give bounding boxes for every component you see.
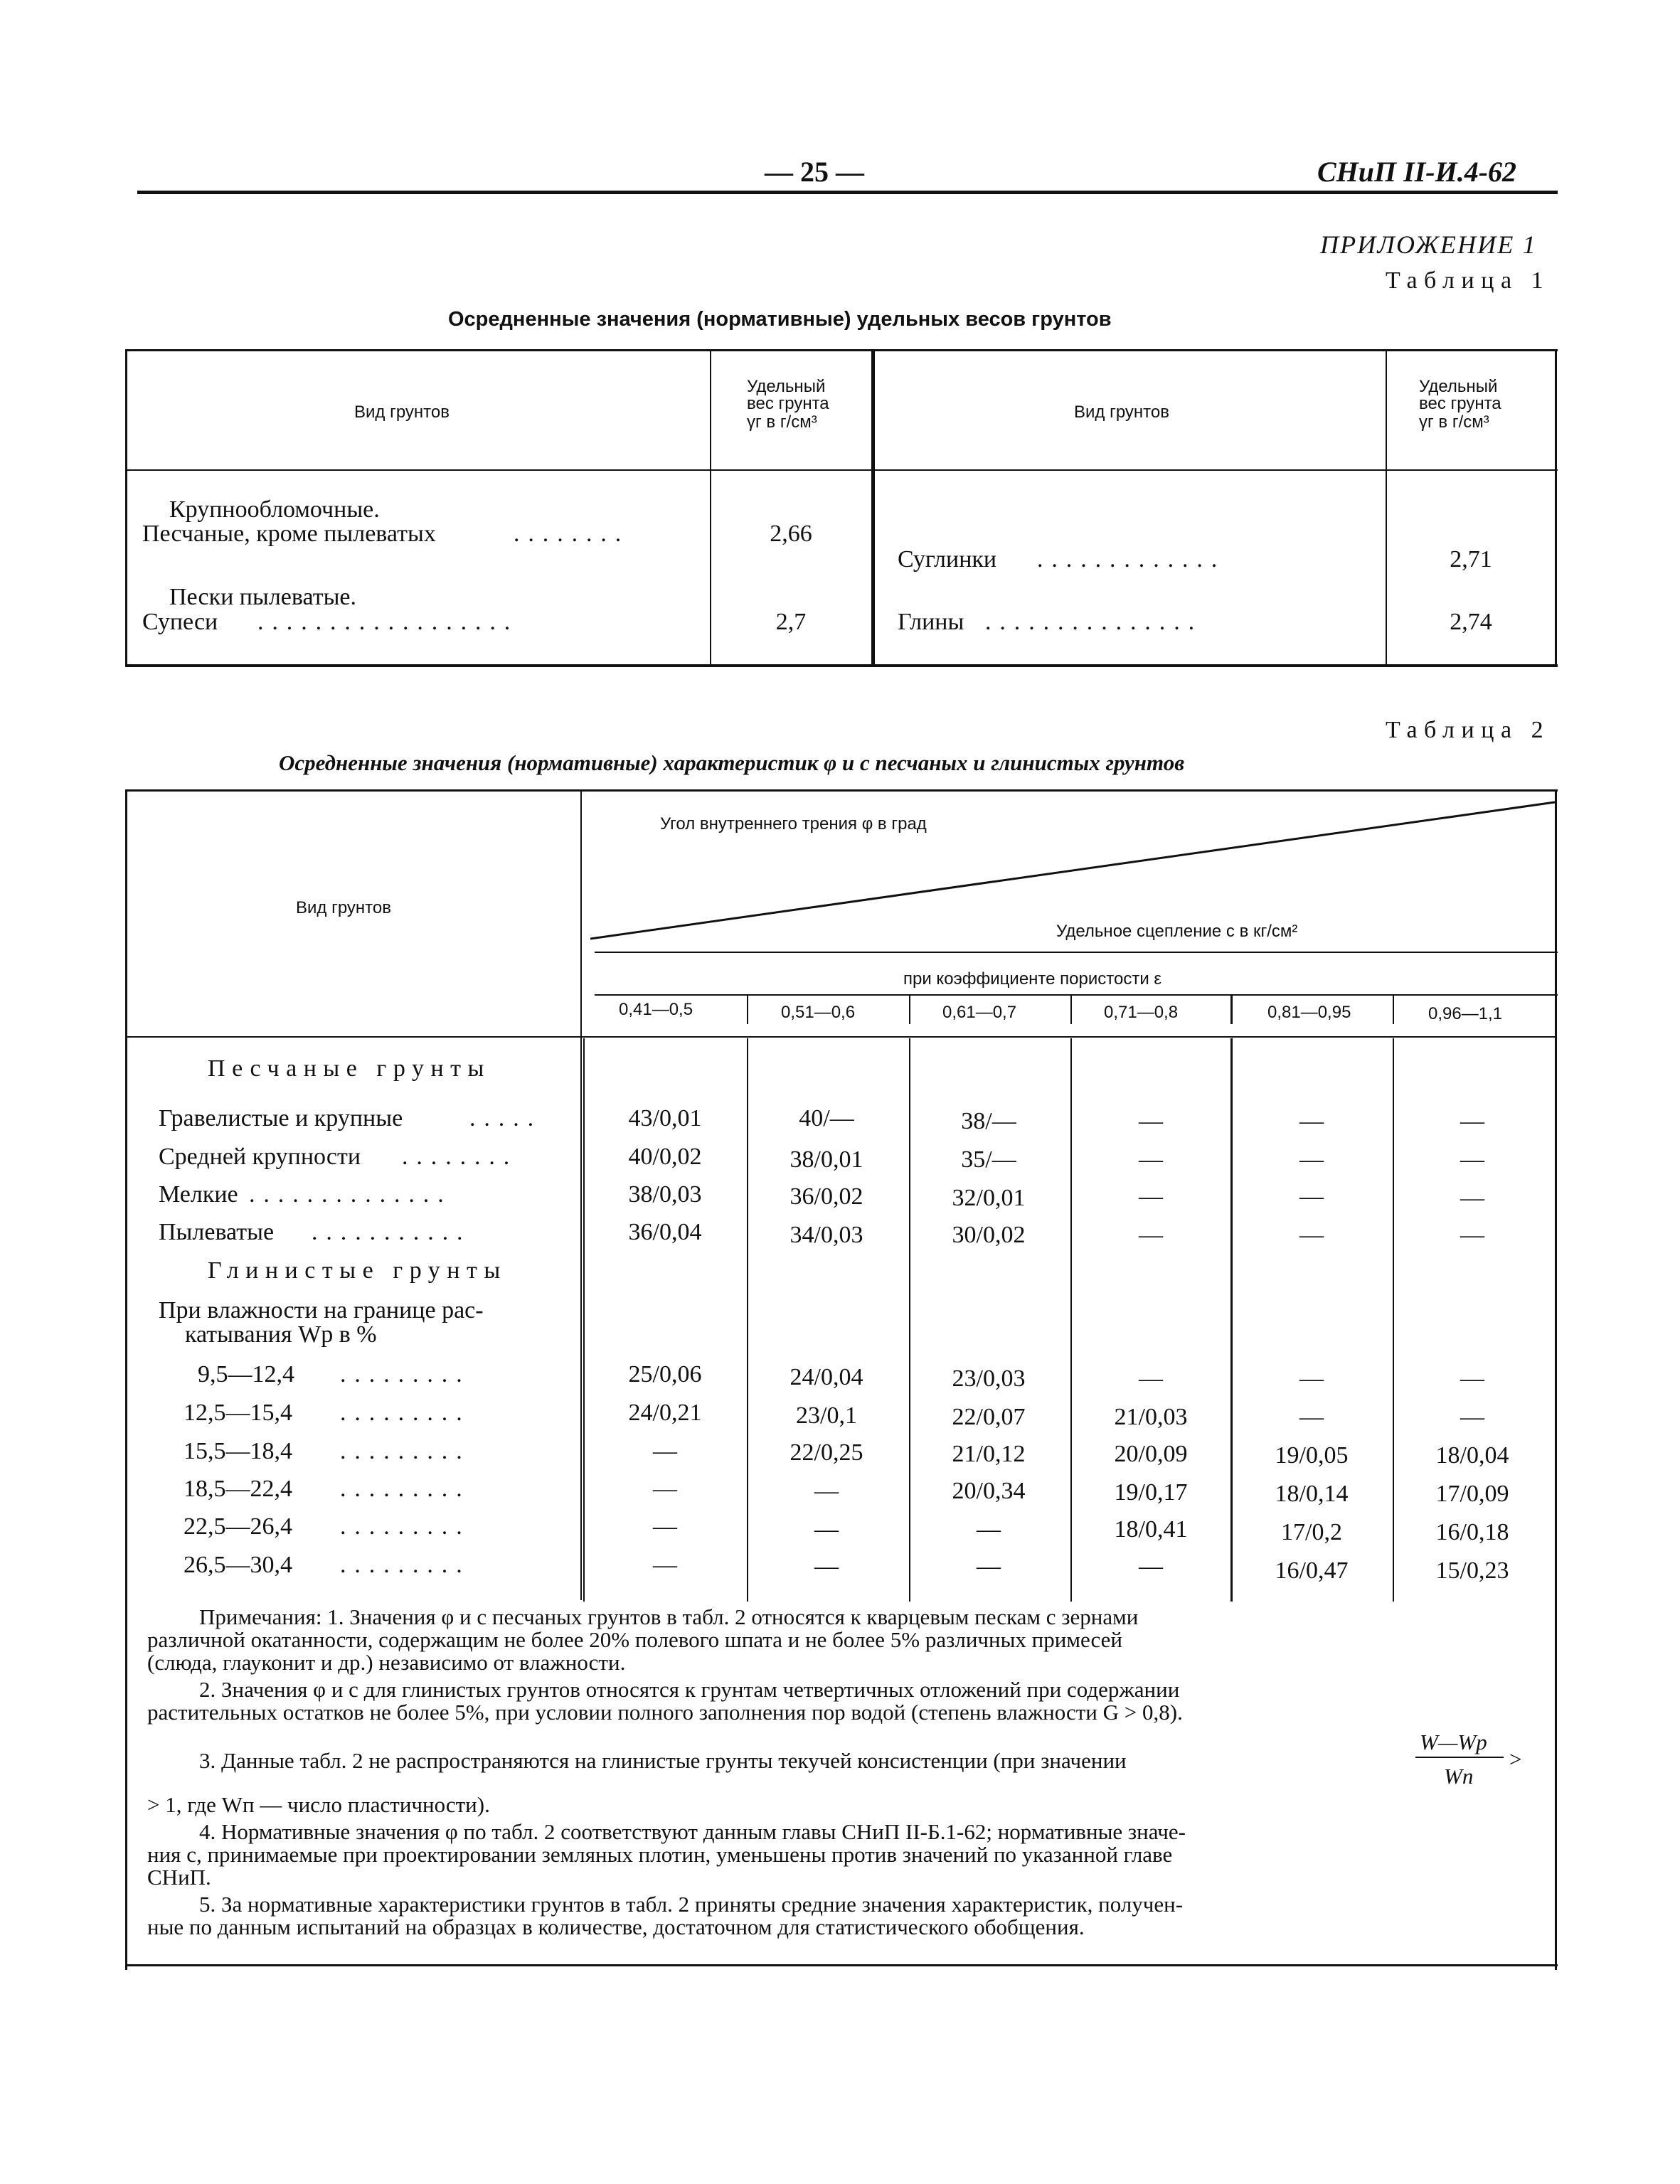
t2-clay-row4-leader: ......... (340, 1476, 471, 1502)
t2-clay-row5-c3: — (977, 1516, 1001, 1543)
t2-clay-row2-c6: — (1460, 1404, 1484, 1430)
t2-clay-row6-c3: — (977, 1553, 1001, 1580)
t2-sand-row1-c6: — (1460, 1108, 1484, 1134)
t2-clay-row5-c1: — (653, 1513, 677, 1540)
t2-clay-row5-c2: — (814, 1516, 839, 1543)
t2-clay-row2-c5: — (1299, 1404, 1324, 1430)
t2-sand-row4-c5: — (1299, 1222, 1324, 1248)
t2-clay-row6-c1: — (653, 1552, 677, 1578)
t2-sand-row4-leader: ........... (312, 1219, 472, 1245)
t2-clay-row4-c6: 17/0,09 (1435, 1481, 1509, 1507)
t2-section-clay: Глинистые грунты (208, 1257, 507, 1284)
note-3-fraction-bar (1415, 1757, 1504, 1758)
t2-section-sand: Песчаные грунты (208, 1055, 491, 1082)
t1-row2-value: 2,7 (775, 609, 807, 635)
t2-sand-row2-leader: ........ (402, 1144, 519, 1170)
t2-clay-intro-1: При влажности на границе рас- (159, 1297, 484, 1323)
t1-row2-name-1: Пески пылеватые. (169, 584, 357, 610)
t2-clay-row5-name: 22,5—26,4 (184, 1513, 292, 1540)
t2-porosity-col-5: 0,81—0,95 (1267, 1003, 1351, 1022)
t2-clay-row5-c4: 18/0,41 (1114, 1516, 1188, 1543)
t2-clay-row2-c3: 22/0,07 (952, 1404, 1026, 1430)
note-5-line-2: ные по данным испытаний на образцах в количестве, достаточном для статистического обобщения. (147, 1914, 1085, 1939)
table1-label: Таблица 1 (1386, 267, 1551, 294)
t2-sand-row1-c4: — (1139, 1108, 1163, 1134)
t2-clay-row3-c3: 21/0,12 (952, 1441, 1026, 1467)
t2-clay-row3-name: 15,5—18,4 (184, 1438, 292, 1464)
note-4-line-3: СНиП. (147, 1865, 211, 1890)
t1-header-weight-right-2: вес грунта (1419, 394, 1501, 413)
t2-header-cohesion: Удельное сцепление с в кг/см² (1056, 922, 1298, 941)
t1-row1-name-1: Крупнообломочные. (169, 496, 380, 523)
t2-clay-row6-c6: 15/0,23 (1435, 1557, 1509, 1584)
t1-header-soil-left: Вид грунтов (354, 403, 450, 422)
t1-header-weight-right-1: Удельный (1419, 377, 1498, 396)
t2-sand-row4-c3: 30/0,02 (952, 1222, 1026, 1248)
t1-header-weight-left-2: вес грунта (747, 394, 829, 413)
t2-clay-row6-c2: — (814, 1553, 839, 1580)
t2-clay-row5-leader: ......... (340, 1513, 471, 1540)
t2-sand-row4-c4: — (1139, 1222, 1163, 1248)
t1-row3-leader: ............. (1037, 546, 1226, 572)
t2-sand-row2-c1: 40/0,02 (628, 1144, 702, 1170)
t2-clay-row1-c1: 25/0,06 (628, 1361, 702, 1387)
t1-row3-value: 2,71 (1450, 546, 1492, 572)
t1-row3-name: Суглинки (898, 546, 997, 572)
t2-porosity-col-6: 0,96—1,1 (1428, 1004, 1503, 1023)
table2-title: Осредненные значения (нормативные) характеристик φ и с песчаных и глинистых грунтов (279, 750, 1185, 775)
t2-clay-row1-c3: 23/0,03 (952, 1365, 1026, 1392)
t2-clay-intro-2: катывания Wр в % (185, 1321, 377, 1348)
t2-sand-row1-c5: — (1299, 1108, 1324, 1134)
t2-clay-row1-leader: ......... (340, 1361, 471, 1387)
t2-porosity-col-1: 0,41—0,5 (619, 1000, 693, 1019)
t2-porosity-col-3: 0,61—0,7 (942, 1003, 1017, 1022)
t1-row4-name: Глины (898, 609, 964, 635)
note-1-line-3: (слюда, глауконит и др.) независимо от влажности. (147, 1650, 626, 1675)
t2-sand-row1-c3: 38/— (961, 1108, 1016, 1134)
t2-clay-row2-c1: 24/0,21 (628, 1400, 702, 1426)
t2-clay-row2-c4: 21/0,03 (1114, 1404, 1188, 1430)
note-3-fraction-numerator: W—Wр (1420, 1730, 1487, 1754)
note-3-line-1: 3. Данные табл. 2 не распространяются на глинистые грунты текучей консистенции (при значении (199, 1748, 1127, 1773)
t2-clay-row6-c5: 16/0,47 (1275, 1557, 1349, 1584)
t2-header-soil: Вид грунтов (296, 898, 391, 917)
t2-sand-row3-leader: .............. (249, 1181, 452, 1208)
t2-clay-row6-name: 26,5—30,4 (184, 1552, 292, 1578)
page-number: — 25 — (765, 156, 864, 188)
t1-row2-name-2: Супеси (142, 609, 218, 635)
t2-porosity-col-4: 0,71—0,8 (1104, 1003, 1179, 1022)
t2-clay-row1-name: 9,5—12,4 (198, 1361, 294, 1387)
t1-header-weight-left-1: Удельный (747, 377, 826, 396)
t1-row4-leader: ............... (985, 609, 1203, 635)
t2-clay-row4-c3: 20/0,34 (952, 1478, 1026, 1504)
document-code: СНиП II-И.4-62 (1317, 156, 1517, 188)
table2-label: Таблица 2 (1386, 717, 1551, 743)
t2-clay-row3-c4: 20/0,09 (1114, 1441, 1188, 1467)
t2-clay-row3-c2: 22/0,25 (790, 1439, 863, 1466)
note-4-line-2: ния с, принимаемые при проектировании земляных плотин, уменьшены против значений по указанной главе (147, 1842, 1173, 1867)
t2-clay-row6-leader: ......... (340, 1552, 471, 1578)
note-3-line-2: > 1, где Wп — число пластичности). (147, 1792, 490, 1817)
t2-clay-row5-c5: 17/0,2 (1281, 1519, 1342, 1545)
t2-clay-row5-c6: 16/0,18 (1435, 1519, 1509, 1545)
t2-clay-row2-c2: 23/0,1 (796, 1402, 857, 1429)
header-rule (137, 191, 1558, 194)
t2-sand-row4-c6: — (1460, 1222, 1484, 1248)
t2-sand-row1-c1: 43/0,01 (628, 1105, 702, 1131)
t2-clay-row4-name: 18,5—22,4 (184, 1476, 292, 1502)
t2-clay-row1-c4: — (1139, 1365, 1163, 1392)
t2-sand-row4-c2: 34/0,03 (790, 1222, 863, 1248)
t2-header-porosity: при коэффициенте пористости ε (903, 969, 1162, 989)
t2-clay-row2-name: 12,5—15,4 (184, 1400, 292, 1426)
note-3-fraction-denominator: Wп (1444, 1764, 1474, 1789)
t1-header-soil-right: Вид грунтов (1074, 403, 1169, 422)
t2-sand-row2-c3: 35/— (961, 1146, 1016, 1173)
t2-clay-row3-c6: 18/0,04 (1435, 1442, 1509, 1469)
t2-clay-row1-c6: — (1460, 1365, 1484, 1392)
t2-sand-row1-c2: 40/— (799, 1105, 854, 1131)
t1-row1-name-2: Песчаные, кроме пылеватых (142, 521, 436, 547)
t2-clay-row1-c2: 24/0,04 (790, 1364, 863, 1390)
t2-sand-row3-c1: 38/0,03 (628, 1181, 702, 1208)
t1-row1-leader: ........ (514, 521, 630, 547)
note-2-line-2: растительных остатков не более 5%, при условии полного заполнения пор водой (степень влажности G > 0,8). (147, 1700, 1183, 1725)
note-4-line-1: 4. Нормативные значения φ по табл. 2 соответствуют данным главы СНиП II-Б.1-62; нормативные значе- (199, 1819, 1186, 1844)
note-5-line-1: 5. За нормативные характеристики грунтов в табл. 2 приняты средние значения характеристик, получен- (199, 1892, 1184, 1917)
t2-clay-row4-c4: 19/0,17 (1114, 1479, 1188, 1506)
t2-sand-row3-c2: 36/0,02 (790, 1183, 863, 1210)
t2-clay-row3-c1: — (653, 1438, 677, 1464)
note-2-line-1: 2. Значения φ и с для глинистых грунтов относятся к грунтам четвертичных отложений при содержании (199, 1677, 1180, 1702)
appendix-label: ПРИЛОЖЕНИЕ 1 (1320, 230, 1537, 259)
t2-sand-row2-c4: — (1139, 1146, 1163, 1173)
t2-sand-row1-name: Гравелистые и крупные (159, 1105, 403, 1131)
t2-header-friction-angle: Угол внутреннего трения φ в град (660, 814, 927, 833)
note-3-greater-sign: > (1509, 1747, 1522, 1772)
t2-clay-row6-c4: — (1139, 1553, 1163, 1580)
table1-title: Осредненные значения (нормативные) удельных весов грунтов (448, 308, 1112, 331)
note-1-line-2: различной окатанности, содержащим не более 20% полевого шпата и не более 5% различных примесей (147, 1627, 1122, 1652)
t2-sand-row2-name: Средней крупности (159, 1144, 361, 1170)
t2-sand-row2-c6: — (1460, 1146, 1484, 1173)
t1-header-weight-right-3: γг в г/см³ (1419, 412, 1489, 432)
t2-clay-row4-c1: — (653, 1476, 677, 1502)
t2-clay-row4-c2: — (814, 1478, 839, 1504)
t2-porosity-col-2: 0,51—0,6 (781, 1003, 856, 1022)
t2-clay-row2-leader: ......... (340, 1400, 471, 1426)
t2-sand-row1-leader: ..... (469, 1105, 542, 1131)
note-1-line-1: Примечания: 1. Значения φ и с песчаных грунтов в табл. 2 относятся к кварцевым пескам с зернами (199, 1604, 1139, 1629)
t1-row4-value: 2,74 (1450, 609, 1492, 635)
t2-sand-row3-c5: — (1299, 1183, 1324, 1210)
t2-clay-row4-c5: 18/0,14 (1275, 1481, 1349, 1507)
t2-sand-row3-c3: 32/0,01 (952, 1185, 1026, 1211)
t2-sand-row2-c5: — (1299, 1146, 1324, 1173)
t2-sand-row4-c1: 36/0,04 (628, 1219, 702, 1245)
t1-row2-leader: .................. (257, 609, 519, 635)
t2-sand-row3-c6: — (1460, 1185, 1484, 1211)
t2-sand-row3-c4: — (1139, 1183, 1163, 1210)
t2-clay-row3-leader: ......... (340, 1438, 471, 1464)
t2-clay-row1-c5: — (1299, 1365, 1324, 1392)
t2-sand-row3-name: Мелкие (159, 1181, 238, 1208)
t1-header-weight-left-3: γг в г/см³ (747, 412, 817, 432)
t2-sand-row2-c2: 38/0,01 (790, 1146, 863, 1173)
t1-row1-value: 2,66 (770, 521, 812, 547)
t2-clay-row3-c5: 19/0,05 (1275, 1442, 1349, 1469)
t2-sand-row4-name: Пылеватые (159, 1219, 275, 1245)
